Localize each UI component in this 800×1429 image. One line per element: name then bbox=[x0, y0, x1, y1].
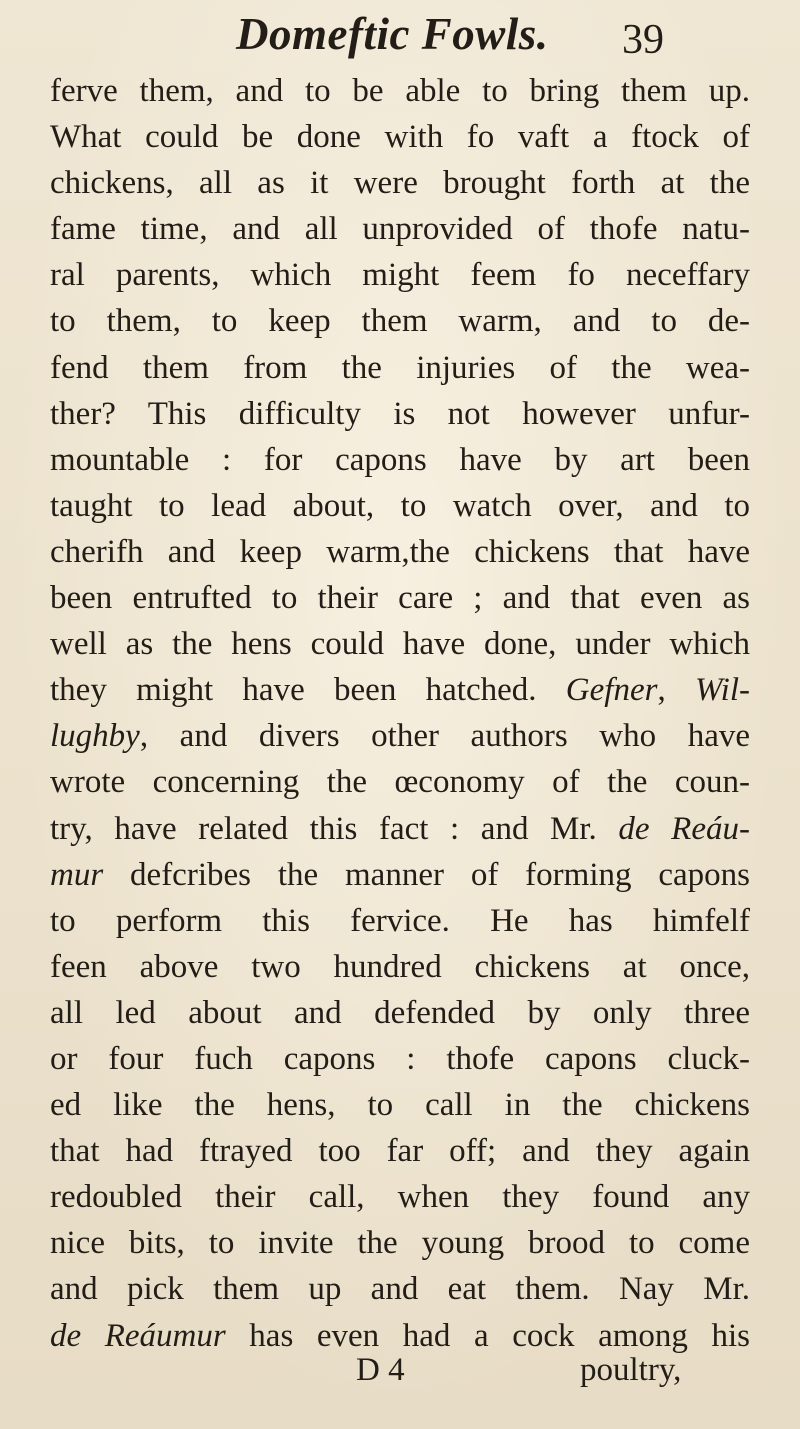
text-line: been entrufted to their care ; and that even as bbox=[50, 580, 750, 617]
page-footer bbox=[0, 1352, 800, 1402]
text-line: wrote concerning the œconomy of the coun- bbox=[50, 764, 750, 801]
text-line: or four fuch capons : thofe capons cluck- bbox=[50, 1040, 750, 1077]
text-line: and pick them up and eat them. Nay Mr. bbox=[50, 1271, 750, 1308]
text-line: taught to lead about, to watch over, and to bbox=[50, 487, 750, 524]
text-line: nice bits, to invite the young brood to come bbox=[50, 1225, 750, 1262]
page-header bbox=[0, 2, 800, 72]
text-line: ral parents, which might feem fo neceffary bbox=[50, 257, 750, 294]
text-line: ther? This difficulty is not however unfur- bbox=[50, 395, 750, 432]
text-line: ferve them, and to be able to bring them up. bbox=[50, 73, 750, 109]
text-line: chickens, all as it were brought forth at the bbox=[50, 165, 750, 202]
text-line: all led about and defended by only three bbox=[50, 994, 750, 1031]
page-number: 39 bbox=[622, 17, 664, 63]
text-line: de Reáumur has even had a cock among his bbox=[50, 1317, 750, 1354]
running-head: Domeftic Fowls. bbox=[236, 9, 549, 59]
text-line: fame time, and all unprovided of thofe natu- bbox=[50, 211, 750, 248]
catchword: poultry, bbox=[580, 1352, 682, 1388]
text-line: to perform this fervice. He has himfelf bbox=[50, 902, 750, 939]
text-line: fend them from the injuries of the wea- bbox=[50, 349, 750, 386]
text-line: feen above two hundred chickens at once, bbox=[50, 948, 750, 985]
text-line: that had ftrayed too far off; and they again bbox=[50, 1133, 750, 1170]
text-line: What could be done with fo vaft a ftock of bbox=[50, 119, 750, 156]
text-line: try, have related this fact : and Mr. de Reáu- bbox=[50, 810, 750, 847]
text-line: ed like the hens, to call in the chickens bbox=[50, 1087, 750, 1124]
text-line: to them, to keep them warm, and to de- bbox=[50, 303, 750, 340]
text-line: cherifh and keep warm,the chickens that have bbox=[50, 533, 750, 570]
text-line: mur defcribes the manner of forming capons bbox=[50, 856, 750, 893]
signature-mark: D 4 bbox=[356, 1352, 405, 1388]
text-line: mountable : for capons have by art been bbox=[50, 441, 750, 478]
text-line: they might have been hatched. Gefner, Wil- bbox=[50, 672, 750, 709]
body-text bbox=[50, 68, 750, 1359]
text-line: well as the hens could have done, under which bbox=[50, 626, 750, 663]
text-line: redoubled their call, when they found any bbox=[50, 1179, 750, 1216]
text-line: lughby, and divers other authors who have bbox=[50, 718, 750, 755]
